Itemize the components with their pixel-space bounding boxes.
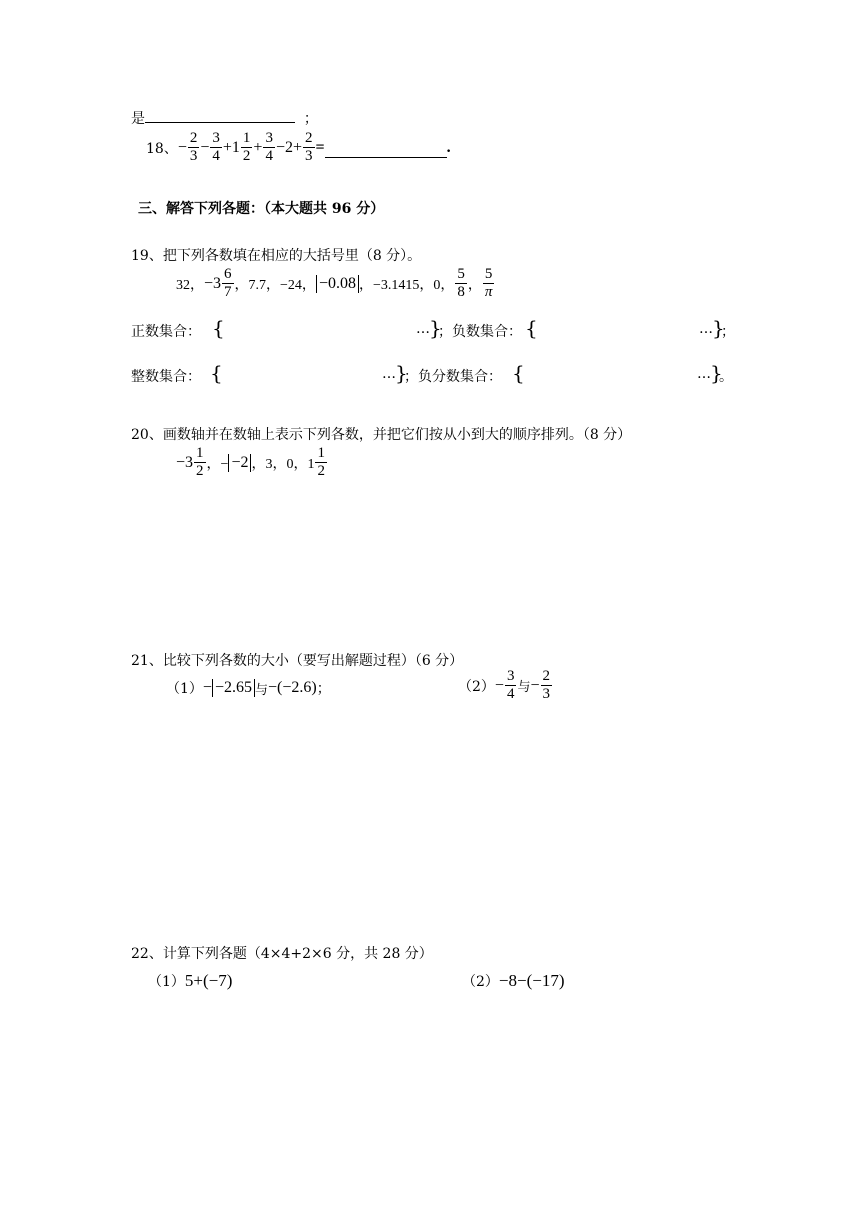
q20-prompt: 20、画数轴并在数轴上表示下列各数，并把它们按从小到大的顺序排列。（8 分） [131, 427, 632, 443]
q20-number-list [176, 445, 328, 481]
q22-expression: 5+(−7) [184, 971, 233, 990]
section-3-title: 三、解答下列各题：（本大题共 96 分） [138, 201, 385, 217]
q21-absolute-value: −2.65 [212, 679, 255, 697]
q18-term-sign: − [200, 138, 210, 156]
integer-set-label: 整数集合： [131, 369, 201, 385]
q17-answer-blank[interactable] [145, 108, 295, 123]
q21-expression: −(−2.6) [268, 679, 317, 696]
right-brace-icon: } [429, 316, 442, 340]
q18-end: . [446, 138, 451, 156]
left-brace-icon: { [212, 316, 225, 340]
q21-minus: − [202, 679, 212, 696]
integer-set-field[interactable] [226, 363, 376, 383]
q20-number: ，3，0，1 [251, 456, 315, 472]
q18-term-sign: + [253, 138, 263, 156]
q19-fraction: $\frac{6}{7}$ [224, 266, 232, 301]
q19-absolute-value: −0.08 [316, 275, 359, 293]
q18-term-sign: − [177, 138, 187, 156]
right-brace-icon: } [710, 361, 723, 385]
q21-part-label: （1） [166, 681, 203, 697]
q21-prompt: 21、比较下列各数的大小（要写出解题过程）（6 分） [131, 653, 464, 669]
q21-part-label: （2） [458, 678, 495, 695]
q22-part-2 [462, 971, 565, 991]
end-semicolon: ； [721, 324, 735, 340]
ellipsis: … [382, 366, 396, 382]
q18-term-sign: +1 [222, 138, 240, 156]
q18-answer-blank[interactable] [325, 137, 447, 158]
negative-fraction-set-label: ；负分数集合： [404, 369, 502, 385]
q21-and: 与 [254, 682, 268, 698]
right-brace-icon: } [712, 316, 725, 340]
q19-fraction: $\frac{5}{8}$ [457, 266, 465, 301]
q18-fraction: $\frac{3}{4}$ [265, 130, 273, 165]
q21-end: ； [316, 681, 331, 697]
negative-fraction-set-field[interactable] [528, 363, 690, 383]
q18-expression [146, 130, 451, 166]
q20-number: −3 [176, 453, 194, 471]
q21-and: 与 [517, 680, 531, 696]
q21-part-1 [166, 678, 331, 698]
q21-minus: − [494, 676, 504, 694]
q22-part-label: （1） [148, 974, 185, 990]
left-brace-icon: { [525, 316, 538, 340]
q17-line [131, 108, 318, 128]
q19-number: −3 [204, 274, 222, 292]
left-brace-icon: { [210, 361, 223, 385]
q18-equals: = [315, 138, 325, 156]
q20-absolute-value: −2 [228, 454, 251, 472]
q19-number: ，7.7，−24， [234, 277, 316, 293]
q22-part-label: （2） [462, 974, 499, 990]
q19-number: 32， [176, 277, 204, 293]
left-brace-icon: { [512, 361, 525, 385]
q19-number-list [176, 266, 495, 302]
q19-prompt: 19、把下列各数填在相应的大括号里（8 分）。 [131, 248, 422, 264]
q21-part-2 [458, 668, 553, 704]
q19-number: ，−3.1415，0， [358, 277, 455, 293]
q22-part-1 [148, 971, 232, 991]
q21-minus: − [530, 676, 540, 694]
q22-prompt: 22、计算下列各题（4×4+2×6 分，共 28 分） [131, 946, 433, 962]
ellipsis: … [416, 321, 430, 337]
q22-expression: −8−(−17) [498, 971, 565, 990]
q18-term-sign: −2+ [275, 138, 302, 156]
q18-fraction: $\frac{2}{3}$ [305, 130, 313, 165]
positive-set-field[interactable] [228, 318, 408, 338]
q20-number: ，− [206, 456, 229, 472]
q20-fraction: $\frac{1}{2}$ [196, 445, 204, 480]
q20-fraction: $\frac{1}{2}$ [317, 445, 325, 480]
q17-tail: ； [303, 111, 318, 127]
ellipsis: … [697, 366, 711, 382]
q19-separator: ， [467, 277, 482, 293]
right-brace-icon: } [395, 361, 408, 385]
q18-fraction: $\frac{3}{4}$ [212, 130, 220, 165]
positive-set-label: 正数集合： [131, 324, 201, 340]
negative-set-label: ；负数集合： [438, 324, 522, 340]
q19-fraction: $\frac{5}{\pi}$ [484, 266, 493, 301]
q18-number: 18、 [146, 140, 178, 157]
q21-fraction: $\frac{3}{4}$ [506, 668, 515, 703]
q18-fraction: $\frac{2}{3}$ [189, 130, 198, 165]
end-period: 。 [719, 369, 733, 385]
negative-set-field[interactable] [541, 318, 691, 338]
q21-fraction: $\frac{2}{3}$ [542, 668, 550, 703]
q18-fraction: $\frac{1}{2}$ [242, 130, 251, 165]
q17-lead: 是 [131, 111, 145, 127]
ellipsis: … [699, 321, 713, 337]
